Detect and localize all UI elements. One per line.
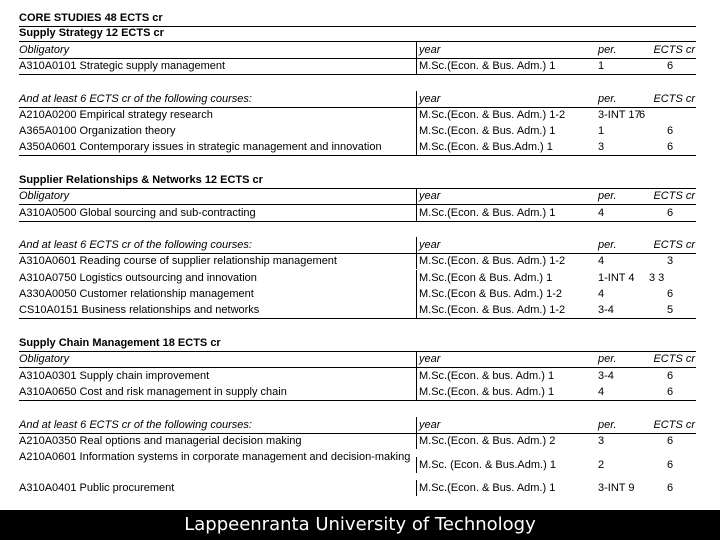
obligatory-label: Obligatory: [19, 353, 70, 365]
course-title: A310A0500 Global sourcing and sub-contracting: [19, 207, 256, 219]
course-year: M.Sc.(Econ. & Bus. Adm.) 1: [416, 480, 555, 496]
course-title: A310A0650 Cost and risk management in supply chain: [19, 386, 287, 398]
course-ects: 6: [667, 370, 674, 382]
course-ects: 6: [667, 386, 674, 398]
course-row: [19, 384, 696, 401]
course-title: A210A0200 Empirical strategy research: [19, 109, 213, 121]
course-row: [19, 480, 696, 496]
course-row: [19, 253, 696, 269]
course-title: A210A0350 Real options and managerial decision making: [19, 435, 302, 447]
period-header: per.: [598, 353, 617, 365]
course-row: [19, 123, 696, 139]
course-year: M.Sc.(Econ. & bus. Adm.) 1: [416, 368, 554, 384]
course-title: A310A0401 Public procurement: [19, 482, 175, 494]
course-title: CS10A0151 Business relationships and networks: [19, 304, 260, 316]
course-row: [19, 450, 696, 480]
obligatory-header: [19, 42, 696, 59]
course-ects: 3: [667, 255, 674, 267]
section-heading-supply-chain-management: [19, 335, 696, 352]
course-period: 3: [598, 141, 605, 153]
course-row: [19, 139, 696, 156]
course-title: A330A0050 Customer relationship management: [19, 288, 254, 300]
course-title: A350A0601 Contemporary issues in strategic management and innovation: [19, 141, 382, 153]
course-year: M.Sc.(Econ & Bus. Adm.) 1: [416, 270, 552, 286]
course-ects: 6: [667, 125, 674, 137]
elective-header: [19, 91, 696, 108]
course-row: [19, 286, 696, 302]
ects-header: ECTS cr: [653, 44, 695, 56]
course-year: M.Sc.(Econ. & Bus. Adm.) 1-2: [416, 107, 565, 123]
course-ects: 6: [667, 482, 674, 494]
course-period: 4: [598, 255, 605, 267]
ects-header: ECTS cr: [653, 190, 695, 202]
course-period: 2: [598, 459, 605, 471]
course-ects: 6: [667, 288, 674, 300]
course-period: 1: [598, 60, 605, 72]
obligatory-label: Obligatory: [19, 44, 70, 56]
elective-header: [19, 237, 696, 254]
course-period: 3-4: [598, 304, 614, 316]
course-row: [19, 433, 696, 449]
course-title: A310A0601 Reading course of supplier relationship management: [19, 255, 337, 267]
course-year: M.Sc.(Econ. & Bus. Adm.) 1: [416, 123, 555, 139]
page-title: CORE STUDIES 48 ECTS cr: [19, 12, 163, 24]
year-header: year: [416, 188, 440, 204]
ects-header: ECTS cr: [653, 353, 695, 365]
course-title: A310A0301 Supply chain improvement: [19, 370, 210, 382]
period-header: per.: [598, 190, 617, 202]
course-row: [19, 205, 696, 222]
course-period: 3-INT 17: [598, 109, 641, 121]
course-year: M.Sc.(Econ. & Bus. Adm.) 1-2: [416, 302, 565, 318]
year-header: year: [416, 42, 440, 58]
course-ects: 6: [667, 459, 674, 471]
elective-label: And at least 6 ECTS cr of the following courses:: [19, 93, 252, 105]
period-header: per.: [598, 93, 617, 105]
elective-header: [19, 417, 696, 434]
course-period: 4: [598, 207, 605, 219]
course-row: [19, 302, 696, 319]
course-year: M.Sc.(Econ. & Bus. Adm.) 1-2: [416, 253, 565, 269]
course-year: M.Sc.(Econ. & Bus. Adm.) 2: [416, 433, 555, 449]
year-header: year: [416, 417, 440, 433]
course-title: A310A0101 Strategic supply management: [19, 60, 226, 72]
course-row: [19, 58, 696, 75]
period-header: per.: [598, 419, 617, 431]
section-title: Supply Chain Management 18 ECTS cr: [19, 337, 221, 349]
period-header: per.: [598, 44, 617, 56]
course-period: 1-INT 4: [598, 272, 635, 284]
section-heading-supply-strategy: [19, 25, 696, 42]
course-title: A310A0750 Logistics outsourcing and innovation: [19, 272, 257, 284]
course-ects: 6: [639, 109, 646, 121]
course-period: 1: [598, 125, 605, 137]
ects-header: ECTS cr: [653, 419, 695, 431]
course-period: 3-INT 9: [598, 482, 635, 494]
section-heading-supplier-relationships: [19, 172, 696, 189]
period-header: per.: [598, 239, 617, 251]
course-period: 3-4: [598, 370, 614, 382]
section-title: Supply Strategy 12 ECTS cr: [19, 27, 164, 39]
obligatory-label: Obligatory: [19, 190, 70, 202]
course-period: 4: [598, 288, 605, 300]
course-ects: 3 3: [649, 272, 665, 284]
course-year: M.Sc. (Econ. & Bus.Adm.) 1: [416, 457, 556, 473]
obligatory-header: [19, 188, 696, 205]
course-row: [19, 107, 696, 123]
course-period: 3: [598, 435, 605, 447]
university-name: Lappeenranta University of Technology: [184, 514, 536, 535]
course-year: M.Sc.(Econ & Bus. Adm.) 1-2: [416, 286, 562, 302]
course-year: M.Sc.(Econ. & bus. Adm.) 1: [416, 384, 554, 400]
course-ects: 6: [667, 207, 674, 219]
course-row: [19, 270, 696, 286]
course-period: 4: [598, 386, 605, 398]
course-ects: 6: [667, 141, 674, 153]
year-header: year: [416, 91, 440, 107]
year-header: year: [416, 351, 440, 367]
course-ects: 6: [667, 60, 674, 72]
elective-label: And at least 6 ECTS cr of the following courses:: [19, 239, 252, 251]
course-title: A210A0601 Information systems in corporate management and decision-making: [19, 451, 411, 463]
section-title: Supplier Relationships & Networks 12 ECTS cr: [19, 174, 263, 186]
ects-header: ECTS cr: [653, 93, 695, 105]
course-year: M.Sc.(Econ. & Bus. Adm.) 1: [416, 205, 555, 221]
year-header: year: [416, 237, 440, 253]
obligatory-header: [19, 351, 696, 368]
elective-label: And at least 6 ECTS cr of the following courses:: [19, 419, 252, 431]
course-year: M.Sc.(Econ. & Bus.Adm.) 1: [416, 139, 553, 155]
course-title: A365A0100 Organization theory: [19, 125, 176, 137]
university-footer: [0, 510, 720, 540]
course-ects: 6: [667, 435, 674, 447]
ects-header: ECTS cr: [653, 239, 695, 251]
course-year: M.Sc.(Econ. & Bus. Adm.) 1: [416, 58, 555, 74]
course-row: [19, 368, 696, 384]
course-ects: 5: [667, 304, 674, 316]
